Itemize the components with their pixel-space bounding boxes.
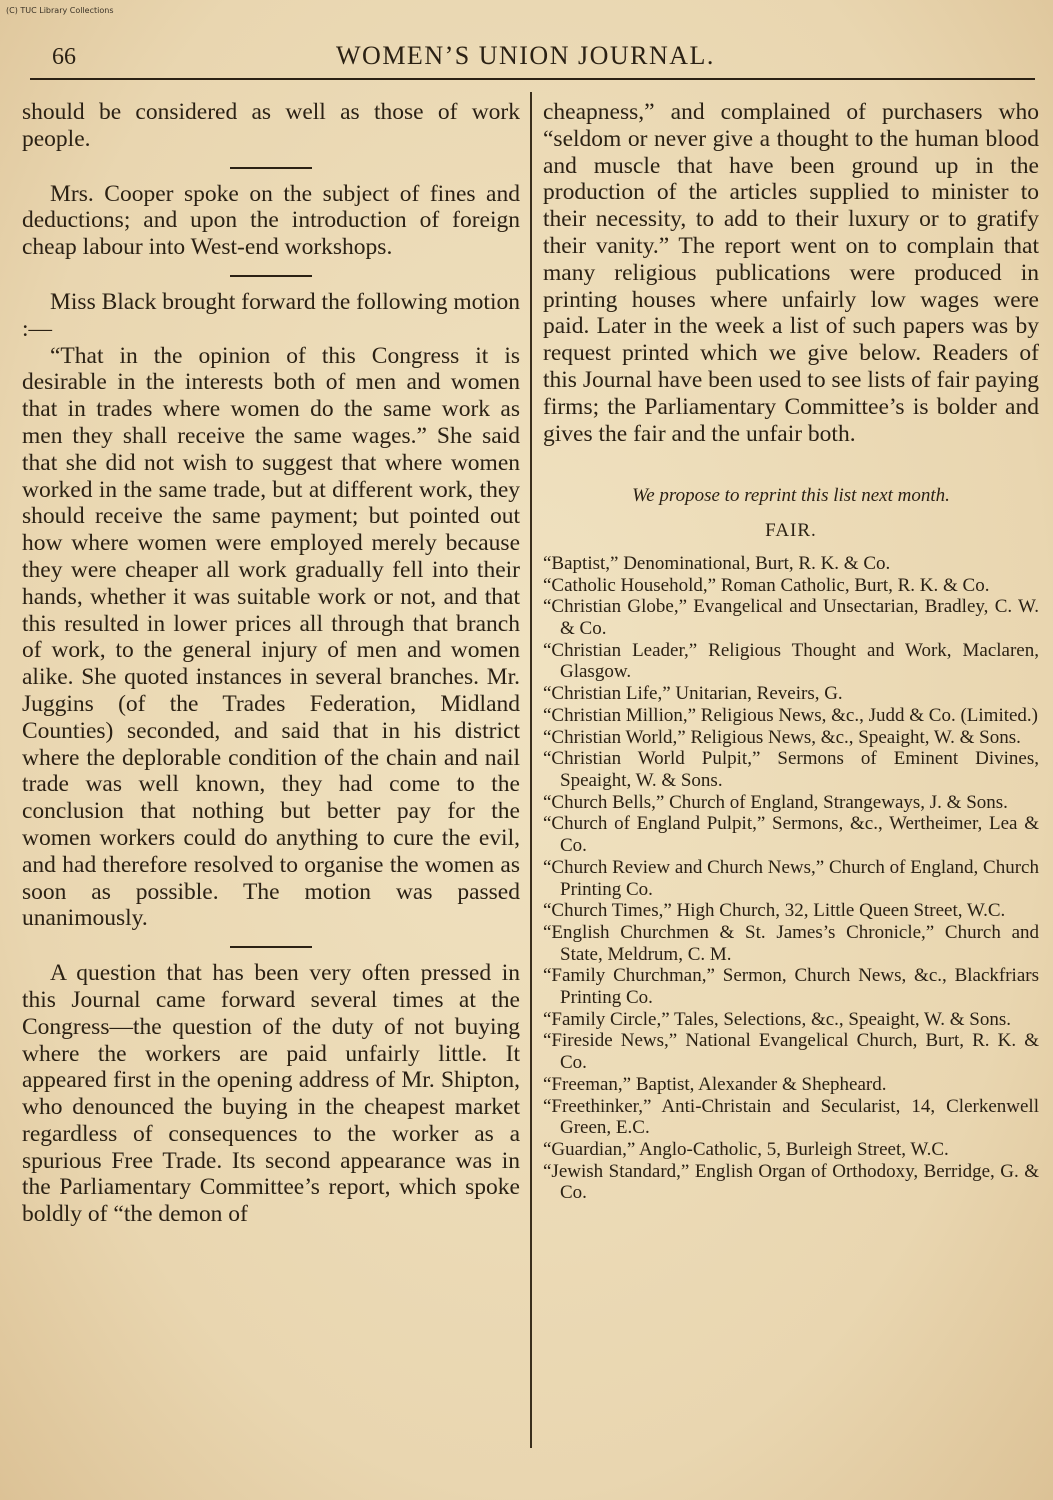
list-item: “Christian Life,” Unitarian, Reveirs, G. <box>543 683 843 705</box>
fair-list <box>543 553 1039 1204</box>
list-item: “Family Circle,” Tales, Selections, &c., Speaight, W. & Sons. <box>543 1008 1011 1030</box>
list-item: “Church Review and Church News,” Church of England, Church Printing Co. <box>543 856 1039 900</box>
list-item: “Church Bells,” Church of England, Strangeways, J. & Sons. <box>543 791 1008 813</box>
paragraph-mrs-cooper: Mrs. Cooper spoke on the subject of fines and deductions; and upon the introduction of foreign cheap labour into West-end workshops. <box>22 180 520 261</box>
section-rule <box>230 167 312 169</box>
paragraph-motion: “That in the opinion of this Congress it is desirable in the interests both of men and women that in trades where women do the same work as men they shall receive the same wages.” She said that she did not wish to suggest that where women worked in the same trade, but at different work, they should receive the same payment; but pointed out how where women were employed merely because they were cheaper all work gradually fell into their hands, whether it was suitable work or not, and that this resulted in lower prices all through that branch of work, to the general injury of men and women alike. She quoted instances in several branches. Mr. Juggins (of the Trades Federation, Midland Counties) seconded, and said that in his district where the deplorable condition of the chain and nail trade was well known, they had come to the conclusion that nothing but better pay for the women workers could do anything to cure the evil, and had therefore resolved to organise the women as soon as possible. The motion was passed unanimously. <box>22 342 520 932</box>
left-column <box>22 99 520 1228</box>
list-item: “Family Churchman,” Sermon, Church News, &c., Blackfriars Printing Co. <box>543 965 1039 1009</box>
list-item: “English Churchmen & St. James’s Chronicle,” Church and State, Meldrum, C. M. <box>543 921 1039 965</box>
list-item: “Jewish Standard,” English Organ of Orthodoxy, Berridge, G. & Co. <box>543 1160 1039 1204</box>
list-item: “Baptist,” Denominational, Burt, R. K. & Co. <box>543 552 891 574</box>
header-rule <box>30 78 1035 80</box>
paragraph-question: A question that has been very often pressed in this Journal came forward several times at the Congress—the question of the duty of not buying where the workers are paid unfairly little. It appeared first in the opening address of Mr. Shipton, who denounced the buying in the cheapest market regardless of consequences to the worker as a spurious Free Trade. Its second appearance was in the Parliamentary Committee’s report, which spoke boldly of “the demon of <box>22 960 520 1228</box>
list-item: “Freethinker,” Anti-Christain and Secularist, 14, Clerkenwell Green, E.C. <box>543 1095 1039 1139</box>
list-item: “Guardian,” Anglo-Catholic, 5, Burleigh Street, W.C. <box>543 1138 949 1160</box>
paragraph-miss-black: Miss Black brought forward the following motion :— <box>22 288 520 342</box>
section-rule <box>230 946 312 948</box>
list-item: “Christian Leader,” Religious Thought and Work, Maclaren, Glasgow. <box>543 639 1039 683</box>
reprint-note: We propose to reprint this list next month. <box>632 485 950 507</box>
list-item: “Church of England Pulpit,” Sermons, &c., Wertheimer, Lea & Co. <box>543 813 1039 857</box>
fair-heading: FAIR. <box>765 520 817 542</box>
list-item: “Church Times,” High Church, 32, Little Queen Street, W.C. <box>543 900 1006 922</box>
copyright-notice: (C) TUC Library Collections <box>6 6 114 15</box>
list-item: “Christian World,” Religious News, &c., Speaight, W. & Sons. <box>543 726 1021 748</box>
page-number: 66 <box>52 44 76 70</box>
list-item: “Catholic Household,” Roman Catholic, Burt, R. K. & Co. <box>543 574 990 596</box>
column-divider <box>530 92 532 1448</box>
paragraph-continued: should be considered as well as those of work people. <box>22 99 520 152</box>
right-column <box>543 99 1039 1204</box>
section-rule <box>230 275 312 277</box>
list-item: “Freeman,” Baptist, Alexander & Shepheard. <box>543 1073 887 1095</box>
list-item: “Fireside News,” National Evangelical Church, Burt, R. K. & Co. <box>543 1030 1039 1074</box>
list-item: “Christian Globe,” Evangelical and Unsectarian, Bradley, C. W. & Co. <box>543 596 1039 640</box>
journal-title: WOMEN’S UNION JOURNAL. <box>336 41 715 70</box>
paragraph-cheapness: cheapness,” and complained of purchasers who “seldom or never give a thought to the human blood and muscle that have been ground up in the production of the articles supplied to minister to their necessity, to add to their luxury or to gratify their vanity.” The report went on to complain that many religious publications were produced in printing houses where unfairly low wages were paid. Later in the week a list of such papers was by request printed which we give below. Readers of this Journal have been used to see lists of fair paying firms; the Parliamentary Committee’s is bolder and gives the fair and the unfair both. <box>543 99 1039 447</box>
list-item: “Christian Million,” Religious News, &c., Judd & Co. (Limited.) <box>543 704 1039 726</box>
list-item: “Christian World Pulpit,” Sermons of Eminent Divines, Speaight, W. & Sons. <box>543 748 1039 791</box>
